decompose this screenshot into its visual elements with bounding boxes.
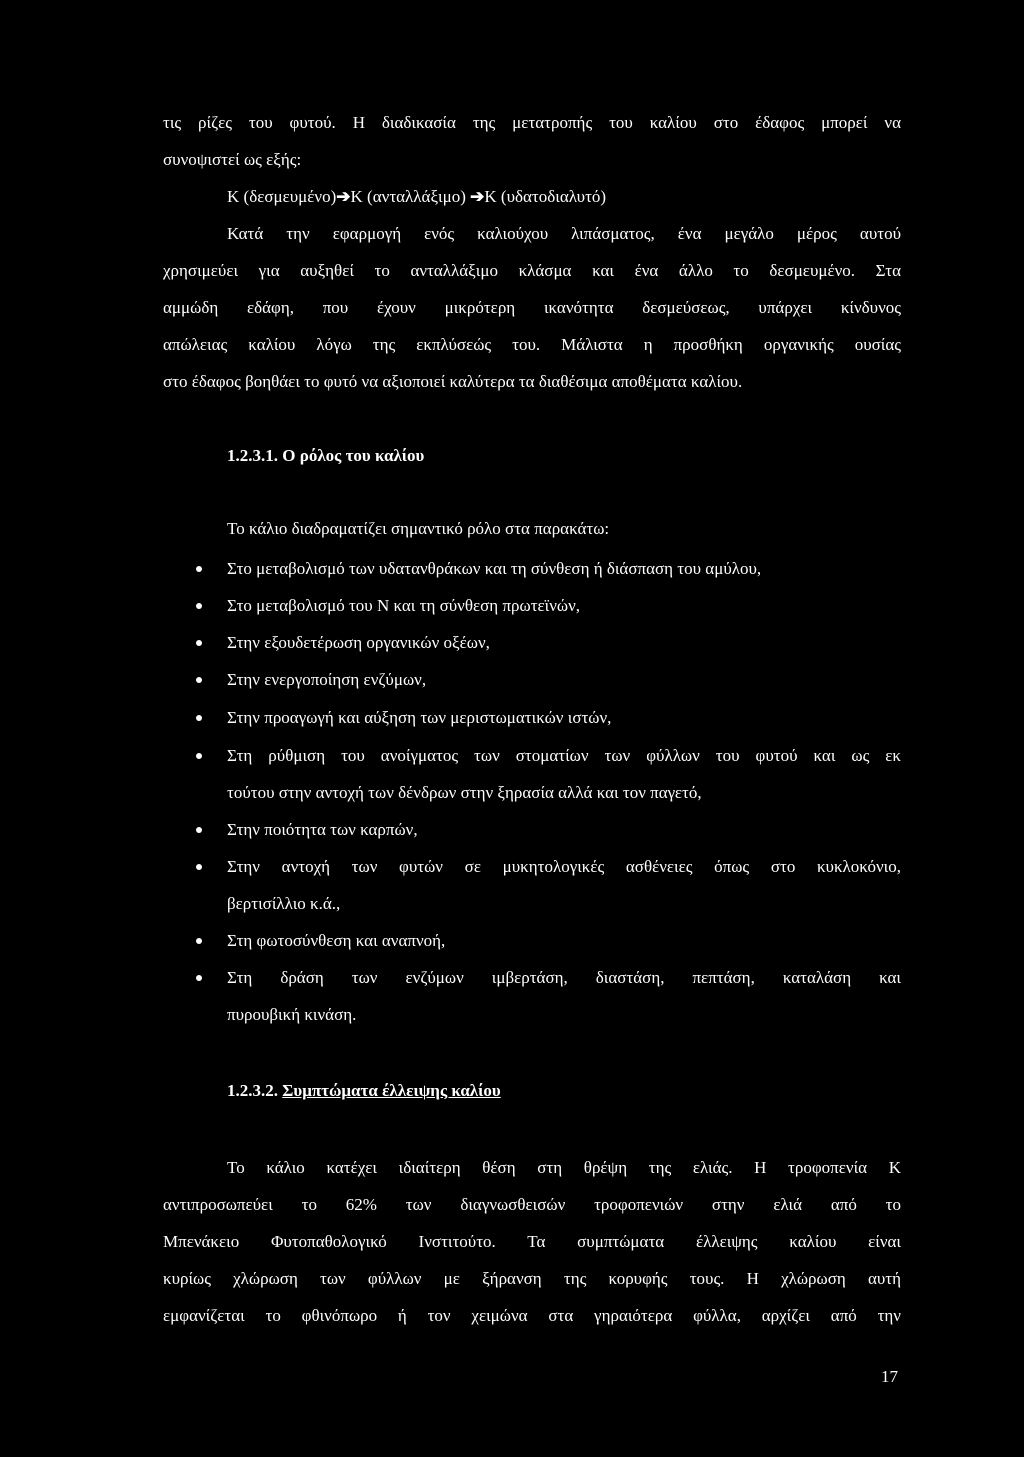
bullet-dot [196, 975, 202, 981]
section2-para-line: κυρίως χλώρωση των φύλλων με ξήρανση της κορυφής τους. Η χλώρωση αυτή [163, 1269, 901, 1288]
intro-line-1: τις ρίζες του φυτού. Η διαδικασία της μετατροπής του καλίου στο έδαφος μπορεί να [163, 113, 901, 132]
list-item: Στην ποιότητα των καρπών, [227, 820, 418, 839]
list-item: Στη ρύθμιση του ανοίγματος των στοματίων των φύλλων του φυτού και ως εκ [227, 746, 901, 765]
list-item: Στην προαγωγή και αύξηση των μεριστωματικών ιστών, [227, 708, 612, 727]
intro-para-line: χρησιμεύει για αυξηθεί το ανταλλάξιμο κλάσμα και ένα άλλο το δεσμευμένο. Στα [163, 261, 901, 280]
section2-para-line: αντιπροσωπεύει το 62% των διαγνωσθεισών τροφοπενιών στην ελιά από το [163, 1195, 901, 1214]
list-item: Στο μεταβολισμό των υδατανθράκων και τη σύνθεση ή διάσπαση του αμύλου, [227, 559, 762, 578]
list-item-continuation: τούτου στην αντοχή των δένδρων στην ξηρασία αλλά και τον παγετό, [227, 783, 702, 802]
formula-exchangeable-k: K (ανταλλάξιμο) [350, 187, 471, 206]
bullet-dot [196, 715, 202, 721]
section-heading-role-of-potassium: 1.2.3.1. Ο ρόλος του καλίου [227, 446, 425, 465]
section-heading-potassium-deficiency [227, 1080, 501, 1102]
list-item: Στην αντοχή των φυτών σε μυκητολογικές ασθένειες όπως στο κυκλοκόνιο, [227, 857, 901, 876]
formula-line [227, 186, 606, 208]
formula-soluble-k: K (υδατοδιαλυτό) [484, 187, 607, 206]
list-item: Στη φωτοσύνθεση και αναπνοή, [227, 931, 446, 950]
bullet-dot [196, 864, 202, 870]
section-heading-title: Συμπτώματα έλλειψης καλίου [282, 1081, 501, 1100]
list-item: Στο μεταβολισμό του N και τη σύνθεση πρωτεϊνών, [227, 596, 581, 615]
section1-lead: Το κάλιο διαδραματίζει σημαντικό ρόλο στα παρακάτω: [227, 519, 610, 538]
bullet-dot [196, 677, 202, 683]
section2-para-line: Το κάλιο κατέχει ιδιαίτερη θέση στη θρέψη της ελιάς. Η τροφοπενία Κ [227, 1158, 901, 1177]
intro-para-line: αμμώδη εδάφη, που έχουν μικρότερη ικανότητα δεσμεύσεως, υπάρχει κίνδυνος [163, 298, 901, 317]
list-item: Στη δράση των ενζύμων ιμβερτάση, διαστάση, πεπτάση, καταλάση και [227, 968, 901, 987]
bullet-dot [196, 753, 202, 759]
intro-para-line: απώλειας καλίου λόγω της εκπλύσεώς του. Μάλιστα η προσθήκη οργανικής ουσίας [163, 335, 901, 354]
intro-line-2: συνοψιστεί ως εξής: [163, 150, 302, 169]
section2-para-line: εμφανίζεται το φθινόπωρο ή τον χειμώνα στα γηραιότερα φύλλα, αρχίζει από την [163, 1306, 901, 1325]
list-item-continuation: πυρουβική κινάση. [227, 1005, 357, 1024]
bullet-dot [196, 640, 202, 646]
bullet-dot [196, 603, 202, 609]
arrow-right-icon: ➔ [336, 187, 351, 206]
list-item: Στην ενεργοποίηση ενζύμων, [227, 670, 427, 689]
bullet-dot [196, 938, 202, 944]
arrow-right-icon: ➔ [470, 187, 485, 206]
formula-bound-k: K (δεσμευμένο) [227, 187, 337, 206]
section-heading-number: 1.2.3.2. [227, 1081, 283, 1100]
page-number: 17 [881, 1367, 898, 1386]
bullet-dot [196, 827, 202, 833]
section2-para-line: Μπενάκειο Φυτοπαθολογικό Ινστιτούτο. Τα συμπτώματα έλλειψης καλίου είναι [163, 1232, 901, 1251]
list-item: Στην εξουδετέρωση οργανικών οξέων, [227, 633, 490, 652]
bullet-dot [196, 566, 202, 572]
intro-para-line: Κατά την εφαρμογή ενός καλιούχου λιπάσματος, ένα μεγάλο μέρος αυτού [227, 224, 901, 243]
intro-para-line: στο έδαφος βοηθάει το φυτό να αξιοποιεί καλύτερα τα διαθέσιμα αποθέματα καλίου. [163, 372, 743, 391]
list-item-continuation: βερτισίλλιο κ.ά., [227, 894, 341, 913]
